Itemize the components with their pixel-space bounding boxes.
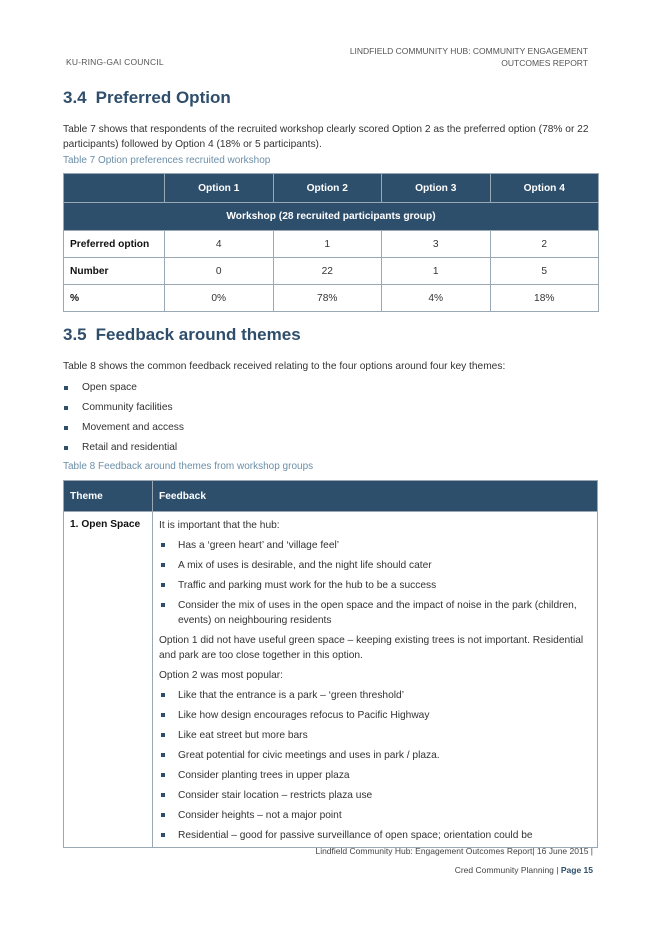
page-number: Page 15 xyxy=(560,865,593,875)
table-7-header-option-1: Option 1 xyxy=(165,174,274,203)
section-3-5-heading xyxy=(63,325,301,345)
table-row xyxy=(64,231,599,258)
table-cell: 18% xyxy=(490,285,599,312)
list-item: Retail and residential xyxy=(63,442,184,462)
table-cell: 78% xyxy=(273,285,382,312)
header-report-title xyxy=(350,45,588,69)
table-cell: 4% xyxy=(382,285,491,312)
table-7-header-option-3: Option 3 xyxy=(382,174,491,203)
section-3-4-paragraph: Table 7 shows that respondents of the recruited workshop clearly scored Option 2 as the preferred option (78% or 22 participants) followed by Option 4 (18% or 5 participants). xyxy=(63,124,589,150)
table-row-label: Number xyxy=(64,258,165,285)
list-item: Consider planting trees in upper plaza xyxy=(159,768,591,783)
list-item: Movement and access xyxy=(63,422,184,442)
table-cell: 2 xyxy=(490,231,599,258)
table-7-header-option-2: Option 2 xyxy=(273,174,382,203)
table-7-caption: Table 7 Option preferences recruited workshop xyxy=(63,155,271,166)
list-item: Consider stair location – restricts plaza use xyxy=(159,788,591,803)
table-cell: 4 xyxy=(165,231,274,258)
table-cell: 1 xyxy=(273,231,382,258)
table-row-label: Preferred option xyxy=(64,231,165,258)
table-row-label: % xyxy=(64,285,165,312)
table-cell: 1 xyxy=(382,258,491,285)
header-organisation: KU-RING-GAI COUNCIL xyxy=(66,57,164,67)
section-number: 3.5 xyxy=(63,325,87,344)
list-item: Like eat street but more bars xyxy=(159,728,591,743)
table-8-header-feedback: Feedback xyxy=(153,481,598,512)
table-cell: 0% xyxy=(165,285,274,312)
feedback-intro: It is important that the hub: xyxy=(159,520,280,531)
table-cell: 0 xyxy=(165,258,274,285)
list-item: Like how design encourages refocus to Pacific Highway xyxy=(159,708,591,723)
section-3-5-paragraph: Table 8 shows the common feedback received relating to the four options around four key themes: xyxy=(63,361,506,372)
table-8-caption: Table 8 Feedback around themes from workshop groups xyxy=(63,461,314,472)
table-7-header-blank xyxy=(64,174,165,203)
section-number: 3.4 xyxy=(63,88,87,107)
list-item: Consider the mix of uses in the open space and the impact of noise in the park (children, events) on neighbouring residents xyxy=(159,598,591,628)
option-2-intro: Option 2 was most popular: xyxy=(159,670,284,681)
table-8-header-row xyxy=(64,481,598,512)
table-row xyxy=(64,258,599,285)
feedback-cell xyxy=(153,512,598,848)
list-item: Has a ‘green heart’ and ‘village feel’ xyxy=(159,538,591,553)
table-7-group-row xyxy=(64,203,599,231)
table-cell: 5 xyxy=(490,258,599,285)
footer-author: Cred Community Planning | xyxy=(454,865,561,875)
table-cell: 22 xyxy=(273,258,382,285)
table-row xyxy=(64,285,599,312)
list-item: Great potential for civic meetings and uses in park / plaza. xyxy=(159,748,591,763)
footer-report-line: Lindfield Community Hub: Engagement Outcomes Report| 16 June 2015 | xyxy=(315,846,593,856)
list-item: Residential – good for passive surveillance of open space; orientation could be xyxy=(159,828,591,843)
option-1-feedback: Option 1 did not have useful green space – keeping existing trees is not important. Residential and park are too close together in this option. xyxy=(159,635,584,661)
table-8-feedback-themes xyxy=(63,480,598,848)
table-7-group-label: Workshop (28 recruited participants group) xyxy=(64,203,599,231)
table-8-header-theme: Theme xyxy=(64,481,153,512)
list-item: Like that the entrance is a park – ‘green threshold’ xyxy=(159,688,591,703)
list-item: A mix of uses is desirable, and the night life should cater xyxy=(159,558,591,573)
table-cell: 3 xyxy=(382,231,491,258)
table-7-header-option-4: Option 4 xyxy=(490,174,599,203)
section-title: Feedback around themes xyxy=(95,325,301,344)
section-title: Preferred Option xyxy=(95,88,231,107)
table-row xyxy=(64,512,598,848)
feedback-list-2 xyxy=(159,688,591,843)
header-report-title-line1: LINDFIELD COMMUNITY HUB: COMMUNITY ENGAGEMENT xyxy=(349,46,588,56)
section-3-4-heading xyxy=(63,88,231,108)
table-7-option-preferences xyxy=(63,173,599,312)
feedback-list-1 xyxy=(159,538,591,628)
list-item: Open space xyxy=(63,382,184,402)
theme-cell: 1. Open Space xyxy=(64,512,153,848)
list-item: Traffic and parking must work for the hub to be a success xyxy=(159,578,591,593)
footer-page-line xyxy=(455,865,593,875)
list-item: Consider heights – not a major point xyxy=(159,808,591,823)
list-item: Community facilities xyxy=(63,402,184,422)
themes-list xyxy=(63,382,184,462)
header-report-title-line2: OUTCOMES REPORT xyxy=(501,58,588,68)
table-7-header-row xyxy=(64,174,599,203)
